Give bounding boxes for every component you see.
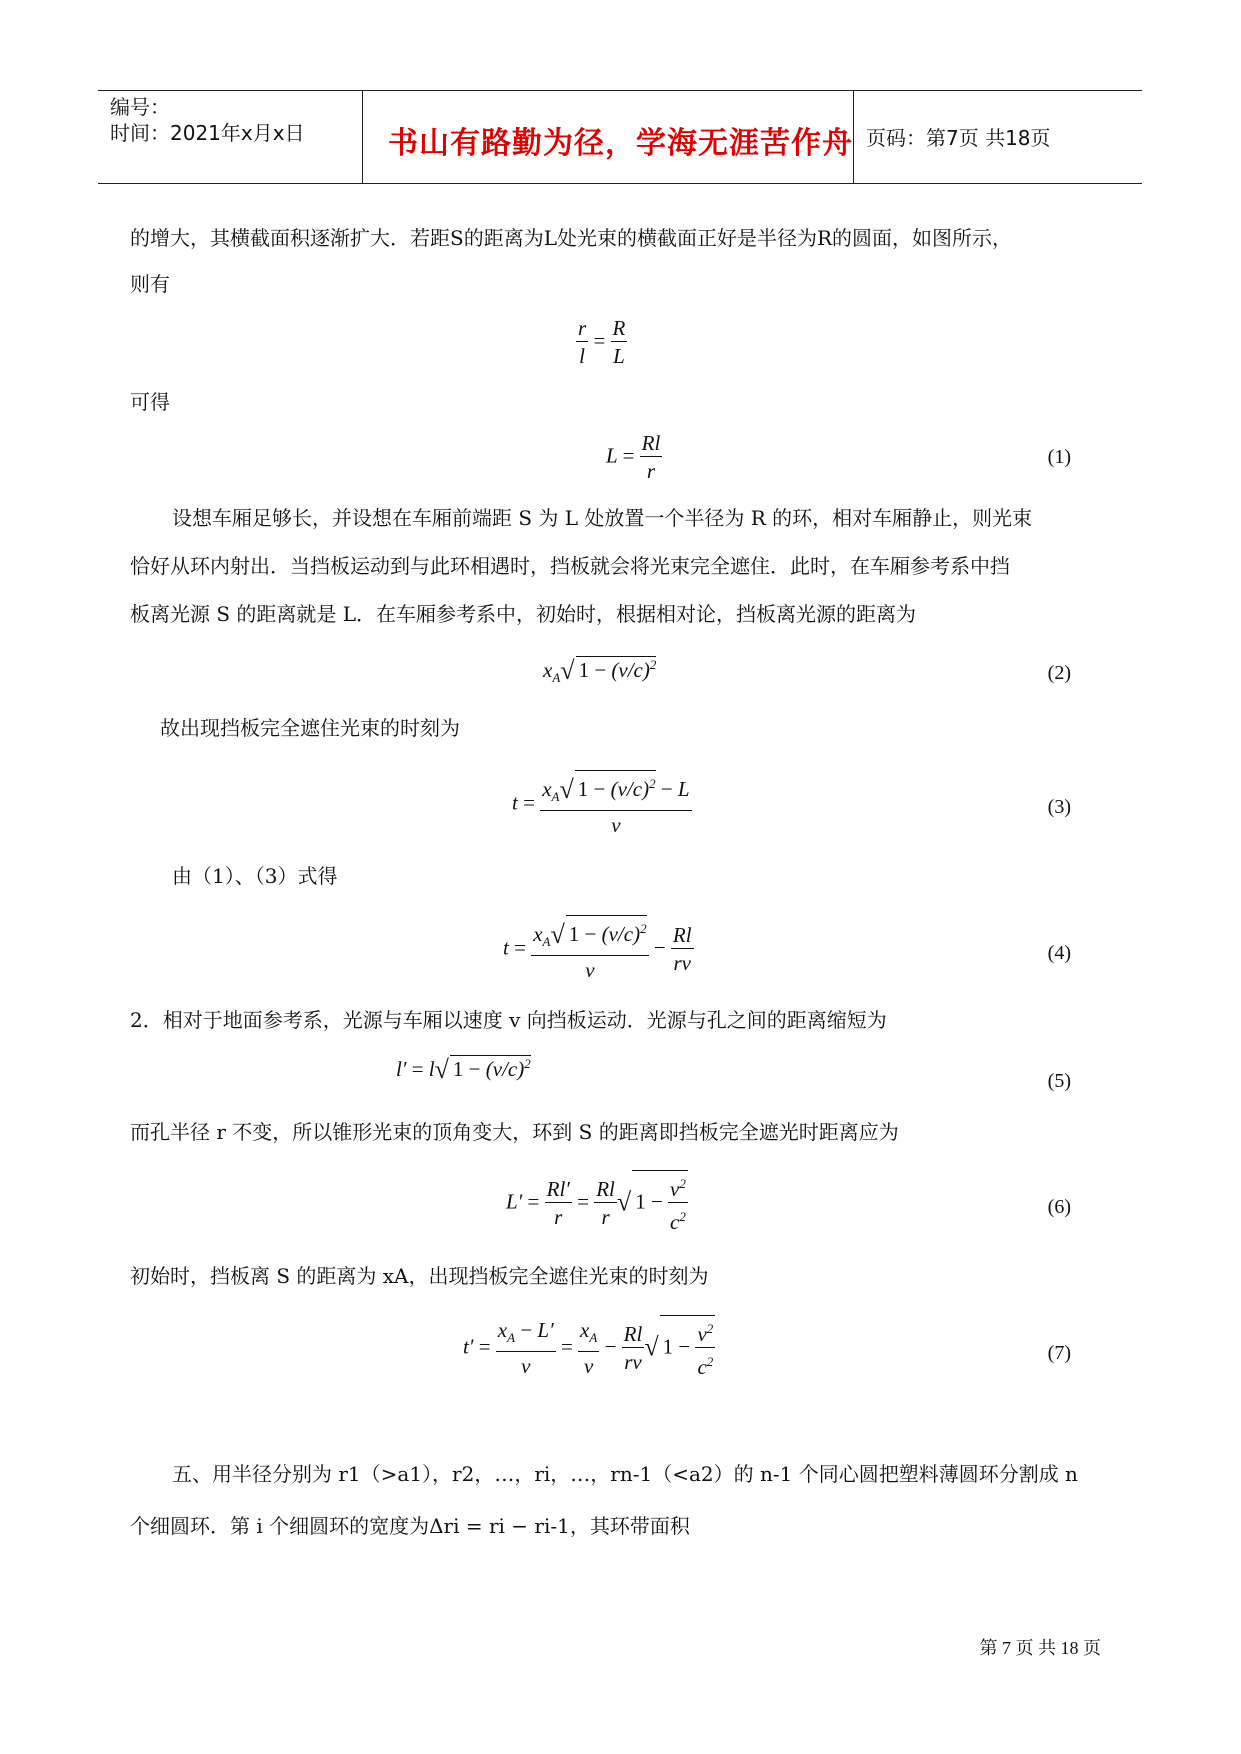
- page-footer: 第 7 页 共 18 页: [979, 1638, 1101, 1658]
- equation-number-5: (5): [1047, 1070, 1071, 1092]
- paragraph-6: 2．相对于地面参考系，光源与车厢以速度 v 向挡板运动．光源与孔之间的距离缩短为: [130, 1008, 887, 1032]
- equation-ratio: $\frac{r}{l}$ = $\frac{R}{L}$: [578, 316, 626, 368]
- equation-6: L′ = $\frac{Rl'}{r}$ = $\frac{Rl}{r}$ √ 1 − $\frac{v^2}{c^2}$: [506, 1170, 688, 1236]
- equation-1: L = $\frac{Rl}{r}$: [606, 431, 661, 483]
- header-divider-right: [853, 90, 854, 184]
- header-bottom-border: [98, 183, 1142, 184]
- equation-number-6: (6): [1047, 1196, 1071, 1218]
- paragraph-1-line-2: 则有: [130, 272, 170, 296]
- equation-number-4: (4): [1047, 942, 1071, 964]
- equation-number-2: (2): [1047, 662, 1071, 684]
- paragraph-3-line-3: 板离光源 S 的距离就是 L．在车厢参考系中，初始时，根据相对论，挡板离光源的距离为: [130, 602, 917, 626]
- header-top-border: [98, 90, 1142, 91]
- equation-3: t = $\frac{x_A√ 1 - (v/c)^2 - L}{v}$: [512, 770, 692, 839]
- paragraph-2: 可得: [130, 390, 170, 414]
- paragraph-4: 故出现挡板完全遮住光束的时刻为: [160, 716, 460, 740]
- equation-number-3: (3): [1047, 796, 1071, 818]
- paragraph-3-line-2: 恰好从环内射出．当挡板运动到与此环相遇时，挡板就会将光束完全遮住．此时，在车厢参考系中挡: [130, 554, 1010, 578]
- paragraph-9-line-1: 五、用半径分别为 r1（>a1），r2，…，ri，…，rn-1（<a2）的 n-1 个同心圆把塑料薄圆环分割成 n: [172, 1462, 1078, 1486]
- motto-title: 书山有路勤为径，学海无涯苦作舟: [388, 126, 853, 161]
- equation-7: t′ = $\frac{x_A - L'}{v}$ = $\frac{x_A}{v}$ − $\frac{Rl}{rv}$ √ 1 − $\frac{v^2}{c^2}$: [463, 1315, 715, 1381]
- paragraph-9-line-2: 个细圆环．第 i 个细圆环的宽度为Δri = ri − ri-1，其环带面积: [130, 1514, 690, 1538]
- paragraph-8: 初始时，挡板离 S 的距离为 xA，出现挡板完全遮住光束的时刻为: [130, 1264, 709, 1288]
- equation-number-1: (1): [1047, 446, 1071, 468]
- header-divider-left: [362, 90, 363, 184]
- equation-number-7: (7): [1047, 1342, 1071, 1364]
- time-label: 时间：2021年x月x日: [110, 121, 305, 145]
- paragraph-7: 而孔半径 r 不变，所以锥形光束的顶角变大，环到 S 的距离即挡板完全遮光时距离应为: [130, 1120, 899, 1144]
- serial-label: 编号：: [110, 95, 170, 119]
- paragraph-3-line-1: 设想车厢足够长，并设想在车厢前端距 S 为 L 处放置一个半径为 R 的环，相对车厢静止，则光束: [172, 506, 1033, 530]
- page-label: 页码：第7页 共18页: [866, 126, 1051, 150]
- paragraph-1-line-1: 的增大，其横截面积逐渐扩大．若距S的距离为L处光束的横截面正好是半径为R的圆面，如图所示，: [130, 226, 1013, 250]
- equation-5: l′ = l√ $1 - (v/c)^2$: [396, 1055, 531, 1084]
- paragraph-5: 由（1）、（3）式得: [172, 864, 338, 888]
- equation-4: t = $\frac{x_A√ 1 - (v/c)^2}{v}$ − $\frac{Rl}{rv}$: [503, 915, 694, 984]
- equation-2: $x_A√$ $1 - (v/c)^2$: [543, 656, 657, 686]
